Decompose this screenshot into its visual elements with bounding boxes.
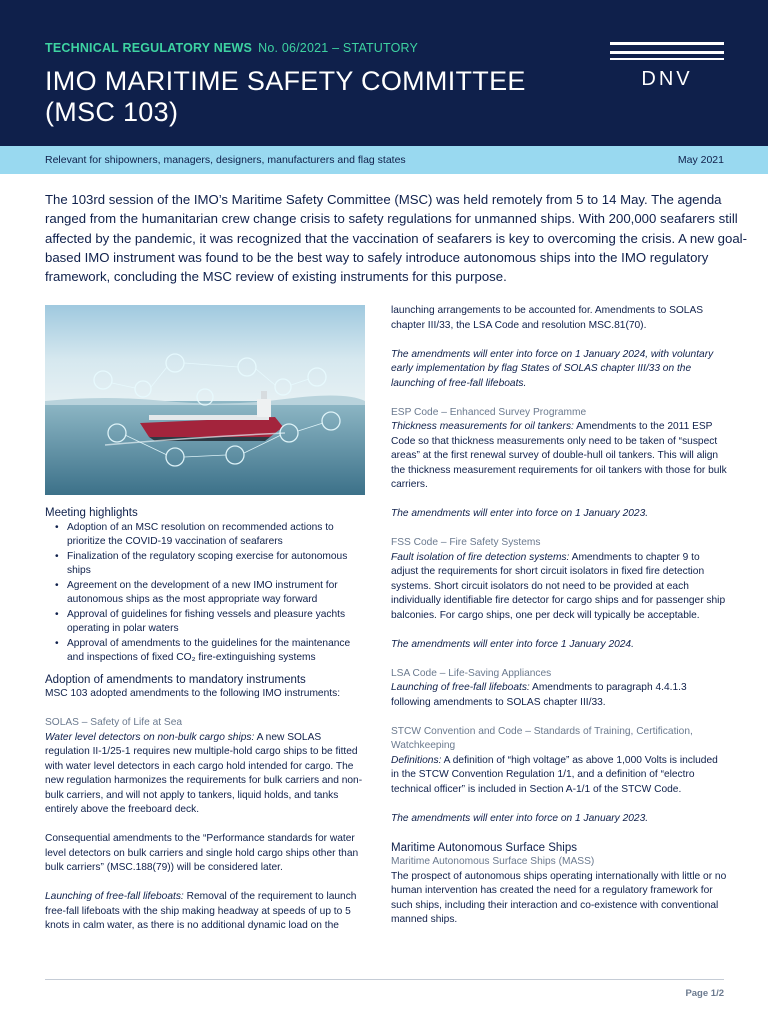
stcw-heading: STCW Convention and Code – Standards of Training, Certification, Watchkeeping xyxy=(391,725,693,751)
title-line-1: IMO MARITIME SAFETY COMMITTEE xyxy=(45,66,526,96)
consequential-paragraph: Consequential amendments to the “Performance standards for water level detectors on bulk carriers and single hold cargo ships other than bulk carriers” (MSC.188(79)) will be considered later. xyxy=(45,833,359,873)
lsa-text: Amendments to paragraph 4.4.1.3 following amendments to SOLAS chapter III/33. xyxy=(391,682,687,708)
freefall-lead: Launching of free-fall lifeboats: xyxy=(45,891,184,902)
esp-paragraph xyxy=(391,420,727,493)
mass-paragraph: The prospect of autonomous ships operating internationally with little or no human intervention has created the need for a regulatory framework for such ships, including their interaction and co-existence with conventional manned ships. xyxy=(391,870,727,925)
page-title xyxy=(45,66,526,128)
fss-lead: Fault isolation of fire detection systems: xyxy=(391,551,570,563)
esp-text: Amendments to the 2011 ESP Code so that thickness measurements only need to be taken of “suspect areas” at the first renewal survey of double-hull oil tankers. This will align the thickness measurement requirements for oil tankers with those for bulk carriers. xyxy=(391,421,727,490)
esp-force-date: The amendments will enter into force on 1 January 2023. xyxy=(391,508,649,519)
adoption-heading: Adoption of amendments to mandatory instruments xyxy=(45,673,306,686)
intro-paragraph: The 103rd session of the IMO’s Maritime Safety Committee (MSC) was held remotely from 5 to 14 May. The agenda ranged from the humanitarian crew change crisis to safety regulations for unmanned ships. With 200,000 seafarers still affected by the pandemic, it was recognized that the vaccination of seafarers is key to overcoming the crisis. A new goal-based IMO instrument was found to be the best way to safely introduce autonomous ships into the IMO regulatory framework, concluding the MSC review of existing instruments for this purpose. xyxy=(45,192,747,285)
solas-heading: SOLAS – Safety of Life at Sea xyxy=(45,717,183,728)
stcw-text: A definition of “high voltage” as above 1,000 Volts is included in the STCW Convention Regulation 1/1, and a definition of “electro technical officer” is included in Section A-1/1 of the STCW Code. xyxy=(391,754,718,795)
solas-paragraph xyxy=(45,731,363,818)
footer-divider xyxy=(45,979,724,980)
relevance-text: Relevant for shipowners, managers, designers, manufacturers and flag states xyxy=(45,154,406,166)
continued-force-date: The amendments will enter into force on 1 January 2024, with voluntary early implementation by flag States of SOLAS chapter III/33 on the launching of free-fall lifeboats. xyxy=(391,348,714,389)
left-column xyxy=(45,506,363,934)
lsa-heading: LSA Code – Life-Saving Appliances xyxy=(391,667,552,679)
kicker-label: TECHNICAL REGULATORY NEWS xyxy=(45,41,253,55)
mass-heading: Maritime Autonomous Surface Ships xyxy=(391,841,578,854)
stcw-paragraph xyxy=(391,754,727,798)
issue-date: May 2021 xyxy=(677,154,724,166)
adoption-text: MSC 103 adopted amendments to the following IMO instruments: xyxy=(45,688,341,699)
list-item: • Agreement on the development of a new IMO instrument for autonomous ships as the most appropriate way forward xyxy=(45,579,363,608)
stcw-force-date: The amendments will enter into force on 1 January 2023. xyxy=(391,812,649,824)
freefall-paragraph xyxy=(45,890,363,934)
list-item: • Finalization of the regulatory scoping exercise for autonomous ships xyxy=(45,550,363,579)
list-item: • Approval of amendments to the guidelines for the maintenance and inspections of fixed CO₂ fire-extinguishing systems xyxy=(45,637,363,666)
page-number: Page 1/2 xyxy=(685,988,724,999)
fss-text: Amendments to chapter 9 to adjust the requirements for short circuit isolators in fixed fire detection systems. Short circuit isolators do not need to be provided at each individually identifiable fire detector for cargo ships and for passenger ship balconies. For cargo ships, one per deck will typically be acceptable. xyxy=(391,551,726,621)
issue-number: No. 06/2021 – STATUTORY xyxy=(258,41,419,55)
fss-paragraph xyxy=(391,551,727,624)
stcw-lead: Definitions: xyxy=(391,754,442,766)
freefall-text: Removal of the requirement to launch free-fall lifeboats with the ship making headway at speeds of up to 5 knots in calm water, as there is no additional dynamic load on the xyxy=(45,891,357,931)
fss-force-date: The amendments will enter into force 1 January 2024. xyxy=(391,638,634,650)
title-line-2: (MSC 103) xyxy=(45,97,179,127)
fss-heading: FSS Code – Fire Safety Systems xyxy=(391,537,541,548)
lsa-lead: Launching of free-fall lifeboats: xyxy=(391,682,530,693)
logo-bar-top xyxy=(610,42,724,45)
relevance-band xyxy=(0,146,768,174)
esp-lead: Thickness measurements for oil tankers: xyxy=(391,421,574,432)
list-item: • Approval of guidelines for fishing vessels and pleasure yachts operating in polar waters xyxy=(45,608,363,637)
logo-text: DNV xyxy=(641,68,693,90)
logo-bar-bottom xyxy=(610,58,724,60)
solas-lead: Water level detectors on non-bulk cargo ships: xyxy=(45,731,255,743)
dnv-logo xyxy=(610,42,724,92)
right-column xyxy=(391,304,727,928)
tanker-illustration xyxy=(45,305,365,495)
header-banner xyxy=(0,0,768,146)
news-kicker xyxy=(45,41,418,55)
lsa-paragraph xyxy=(391,681,727,710)
continued-paragraph: launching arrangements to be accounted for. Amendments to SOLAS chapter III/33, the LSA Code and resolution MSC.81(70). xyxy=(391,305,704,331)
tanker-photo xyxy=(45,305,365,495)
logo-bar-middle xyxy=(610,51,724,54)
highlights-heading: Meeting highlights xyxy=(45,507,138,519)
highlights-list xyxy=(45,521,363,666)
esp-heading: ESP Code – Enhanced Survey Programme xyxy=(391,406,587,418)
mass-subheading: Maritime Autonomous Surface Ships (MASS) xyxy=(391,856,595,867)
solas-text: A new SOLAS regulation II-1/25-1 requires new multiple-hold cargo ships to be fitted with water level detectors in each cargo hold intended for cargo. The new regulation harmonizes the requirements for bulk carriers and non-bulk carriers, and will not apply to tankers, liquid holds, and tanks entirely above the freeboard deck. xyxy=(45,731,363,815)
list-item: • Adoption of an MSC resolution on recommended actions to prioritize the COVID-19 vaccination of seafarers xyxy=(45,521,363,550)
